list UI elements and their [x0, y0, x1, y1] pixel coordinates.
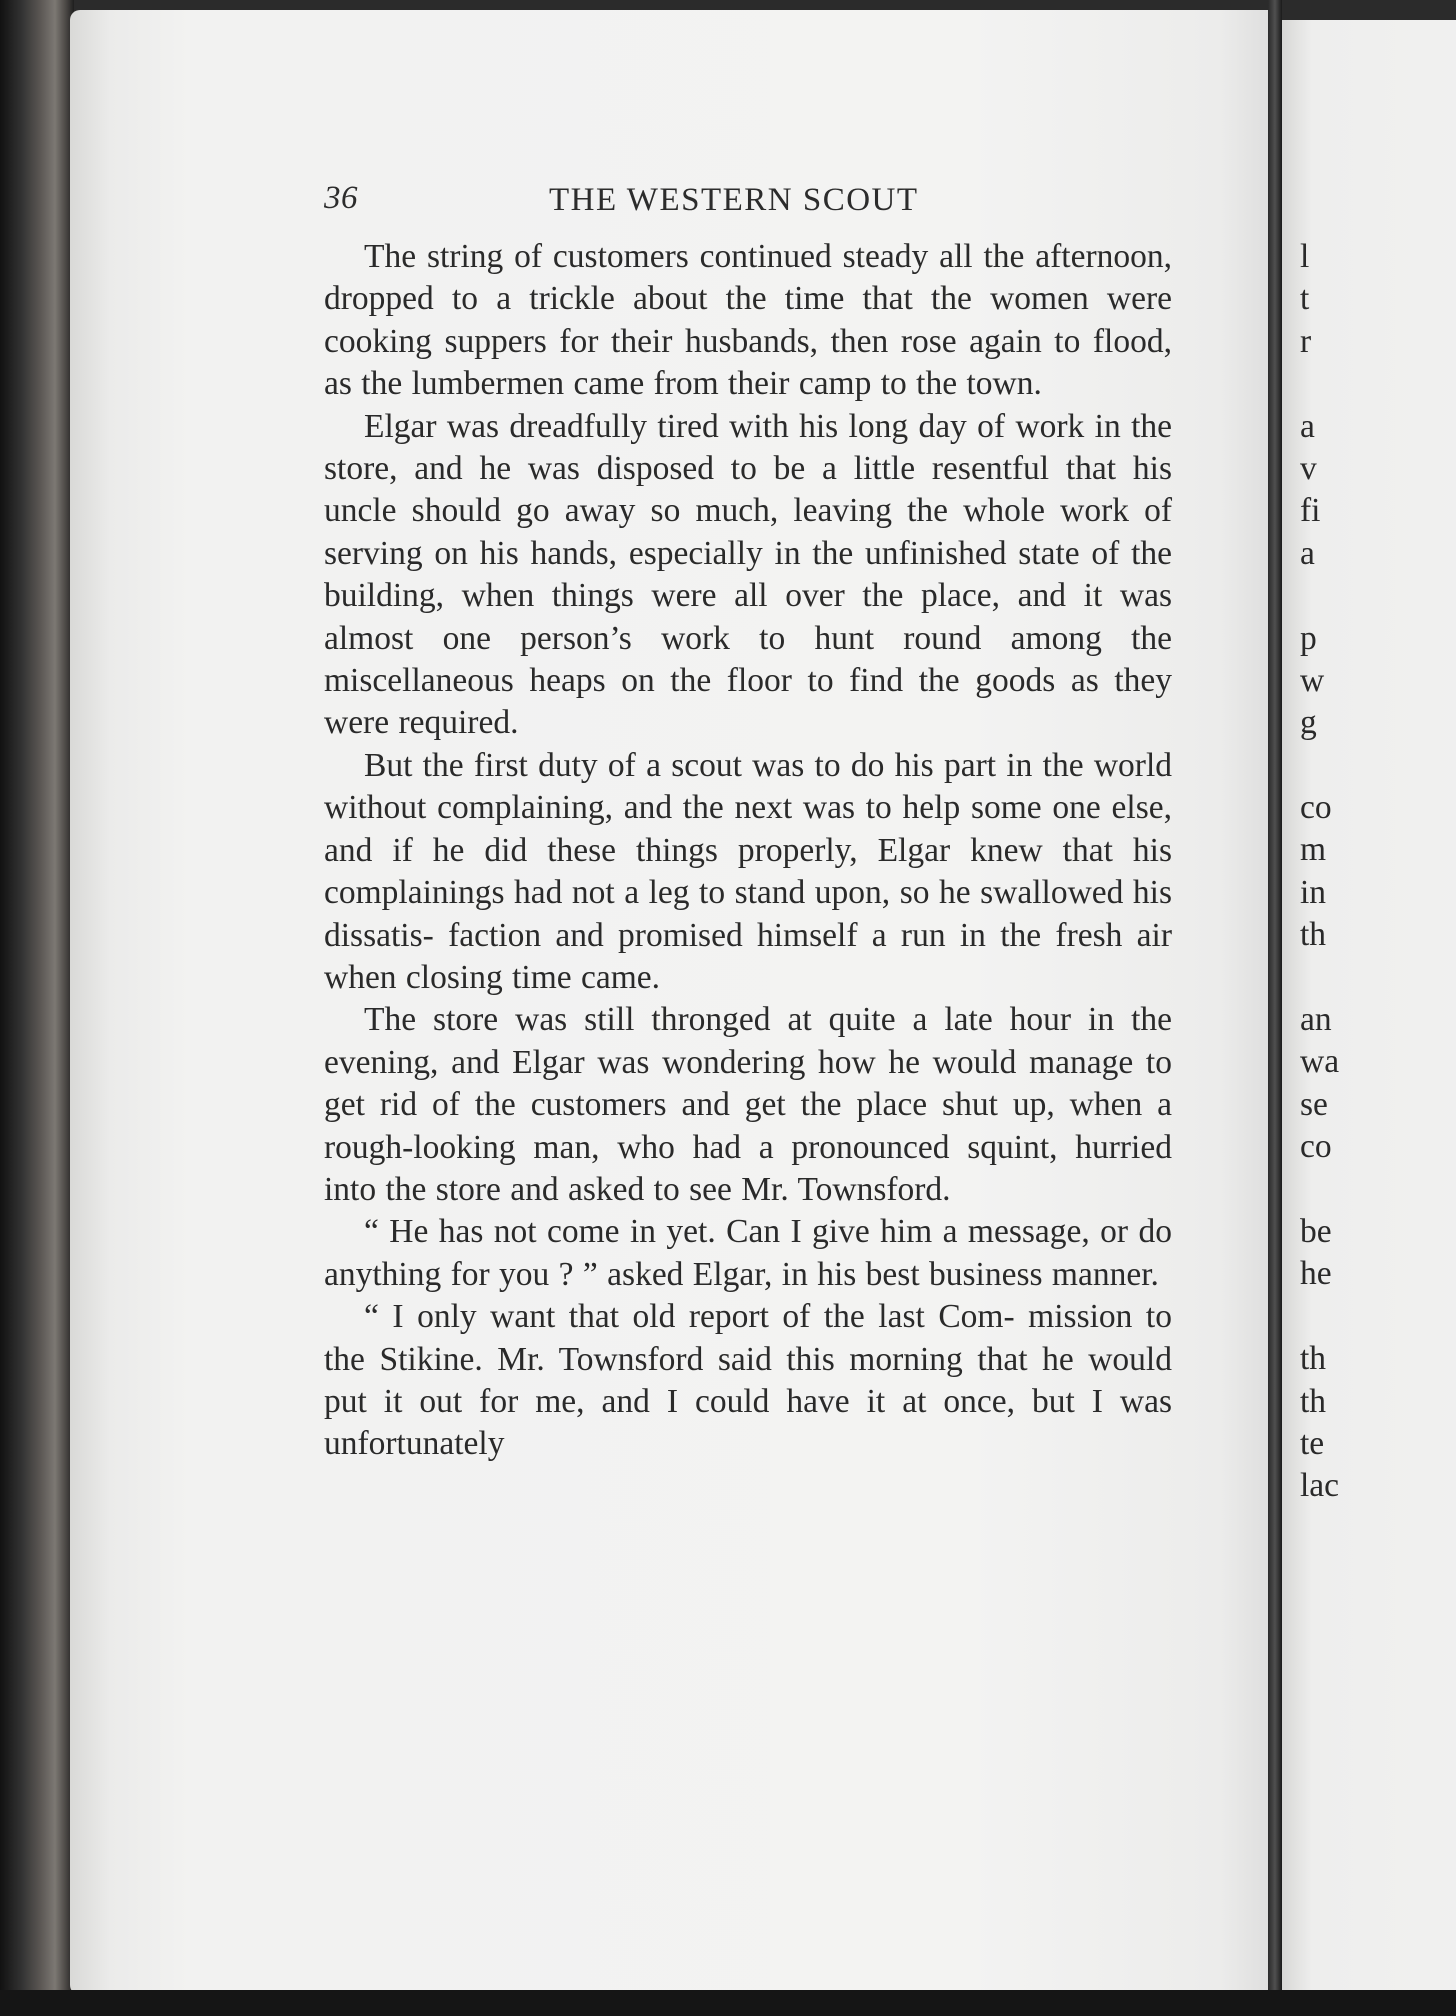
right-page-fragment: co [1300, 1128, 1332, 1166]
right-page-fragment: be [1300, 1212, 1332, 1250]
right-page-fragment: th [1300, 1382, 1327, 1420]
right-page-fragment: a [1300, 407, 1315, 445]
paragraph: “ I only want that old report of the last Com- mission to the Stikine. Mr. Townsford said this morning that he would put it out for me, and I could have it at once, but I was unfortunately [324, 1298, 1172, 1463]
right-page-fragment: in [1300, 873, 1327, 911]
right-page-fragment: co [1300, 789, 1332, 827]
paragraph: The string of customers continued steady all the afternoon, dropped to a trickle about the time that the women were cooking suppers for their husbands, then rose again to flood, as the lumbermen came from their camp to the town. [324, 238, 1172, 403]
right-page-fragment: te [1300, 1424, 1325, 1462]
right-page-fragment: m [1300, 831, 1327, 869]
right-page-fragment: t [1300, 280, 1310, 318]
running-head: THE WESTERN SCOUT [549, 182, 919, 218]
right-page-fragment: r [1300, 322, 1312, 360]
book-binding-edge [0, 0, 74, 2016]
right-page-fragment: g [1300, 704, 1317, 742]
scan-bottom-edge [0, 1990, 1456, 2016]
right-page-fragment [1300, 575, 1456, 617]
page-body [324, 236, 1172, 1466]
right-page-fragment: w [1300, 661, 1325, 699]
right-page-fragment: l [1300, 238, 1310, 275]
right-page-fragment [1300, 1296, 1456, 1338]
right-page-fragment: se [1300, 1085, 1328, 1123]
right-page-fragment: p [1300, 619, 1317, 657]
page-header [324, 180, 1172, 224]
right-page-fragment: wa [1300, 1043, 1340, 1081]
paragraph: “ He has not come in yet. Can I give him a message, or do anything for you ? ” asked Elgar, in his best business manner. [324, 1213, 1172, 1293]
paragraph: Elgar was dreadfully tired with his long day of work in the store, and he was disposed to be a little resentful that his uncle should go away so much, leaving the whole work of serving on his hands, especially in the unfinished state of the building, when things were all over the place, and it was almost one person’s work to hunt round among the miscellaneous heaps on the floor to find the goods as they were required. [324, 407, 1172, 742]
right-page-fragment: th [1300, 1340, 1327, 1378]
right-page-fragment [1300, 1169, 1456, 1211]
right-page-fragment: th [1300, 916, 1327, 954]
right-page-text-fragments [1300, 236, 1456, 1508]
right-page-fragment [1300, 363, 1456, 405]
right-page-fragment: v [1300, 449, 1317, 487]
right-page-fragment: an [1300, 1001, 1332, 1039]
right-page-fragment: he [1300, 1255, 1332, 1293]
right-page-fragment: a [1300, 534, 1315, 572]
right-page-fragment [1300, 745, 1456, 787]
book-gutter [1268, 0, 1282, 2016]
right-page-fragment: lac [1300, 1467, 1340, 1505]
page-number: 36 [324, 180, 358, 216]
right-page-fragment [1300, 957, 1456, 999]
right-page-fragment: fi [1300, 492, 1321, 530]
paragraph: The store was still thronged at quite a late hour in the evening, and Elgar was wondering how he would manage to get rid of the customers and get the place shut up, when a rough-looking man, who had a pronounced squint, hurried into the store and asked to see Mr. Townsford. [324, 1001, 1172, 1208]
paragraph: But the first duty of a scout was to do his part in the world without complaining, and the next was to help some one else, and if he did these things properly, Elgar knew that his complainings had not a leg to stand upon, so he swallowed his dissatis- faction and promised himself a run in the fresh air when closing time came. [324, 746, 1172, 996]
